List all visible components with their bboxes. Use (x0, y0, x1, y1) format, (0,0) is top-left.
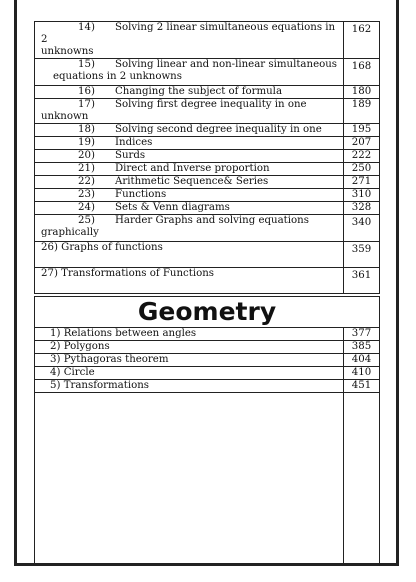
geometry-contents-table (34, 296, 380, 566)
table-row (35, 124, 380, 137)
page-number: 189 (344, 99, 380, 124)
topic-number: 16) (78, 86, 95, 97)
empty-cell (344, 393, 380, 566)
table-row (35, 137, 380, 150)
topic-number: 21) (78, 163, 95, 174)
topic-title: 4) Circle (35, 367, 344, 380)
topic-cell (35, 124, 344, 137)
topic-number: 23) (78, 189, 95, 200)
topic-title: Changing the subject of formula (115, 86, 283, 97)
algebra-contents-table (34, 21, 380, 294)
page-number: 404 (344, 354, 380, 367)
topic-title-continued: equations in 2 unknowns (53, 71, 182, 82)
topic-title: 27) Transformations of Functions (41, 268, 215, 279)
topic-cell (35, 150, 344, 163)
topic-cell (35, 202, 344, 215)
table-row (35, 215, 380, 242)
topic-title: Sets & Venn diagrams (115, 202, 230, 213)
page-number: 180 (344, 86, 380, 99)
topic-title: Direct and Inverse proportion (115, 163, 270, 174)
table-row (35, 59, 380, 86)
table-row (35, 268, 380, 294)
topic-title: Solving linear and non-linear simultaneous (115, 59, 338, 70)
page-number: 340 (344, 215, 380, 242)
table-row (35, 99, 380, 124)
page-number: 250 (344, 163, 380, 176)
page-number: 451 (344, 380, 380, 393)
topic-title: 5) Transformations (35, 380, 344, 393)
table-row (35, 163, 380, 176)
topic-cell (35, 242, 344, 268)
table-row (35, 393, 380, 566)
topic-cell (35, 59, 344, 86)
table-row (35, 176, 380, 189)
topic-title: Solving first degree inequality in one unknown (41, 99, 307, 122)
page-number: 310 (344, 189, 380, 202)
topic-cell (35, 268, 344, 294)
table-row (35, 242, 380, 268)
table-row (35, 328, 380, 341)
topic-title: Indices (115, 137, 153, 148)
topic-title: Solving second degree inequality in one (115, 124, 322, 135)
geometry-heading: Geometry (35, 297, 380, 328)
topic-title: 26) Graphs of functions (41, 242, 163, 253)
topic-title: 2) Polygons (35, 341, 344, 354)
table-row (35, 380, 380, 393)
page-number: 162 (344, 22, 380, 59)
topic-cell (35, 86, 344, 99)
topic-title: Arithmetic Sequence& Series (115, 176, 269, 187)
table-row (35, 341, 380, 354)
topic-title-continued: graphically (41, 227, 99, 238)
topic-title: 3) Pythagoras theorem (35, 354, 344, 367)
topic-number: 15) (78, 59, 95, 70)
topic-number: 19) (78, 137, 95, 148)
empty-cell (35, 393, 344, 566)
topic-title: 1) Relations between angles (35, 328, 344, 341)
topic-number: 24) (78, 202, 95, 213)
page-number: 377 (344, 328, 380, 341)
topic-title-continued: unknowns (41, 46, 94, 57)
topic-number: 25) (78, 215, 95, 226)
page-number: 222 (344, 150, 380, 163)
table-row (35, 202, 380, 215)
page-number: 385 (344, 341, 380, 354)
topic-number: 20) (78, 150, 95, 161)
page-number: 328 (344, 202, 380, 215)
page-number: 207 (344, 137, 380, 150)
table-row (35, 86, 380, 99)
page-number: 410 (344, 367, 380, 380)
page-number: 359 (344, 242, 380, 268)
topic-number: 17) (78, 99, 95, 110)
topic-title: Harder Graphs and solving equations (115, 215, 309, 226)
topic-number: 18) (78, 124, 95, 135)
page-number: 361 (344, 268, 380, 294)
topic-title: Surds (115, 150, 146, 161)
topic-cell (35, 163, 344, 176)
page-number: 271 (344, 176, 380, 189)
topic-cell (35, 176, 344, 189)
topic-cell (35, 215, 344, 242)
topic-cell (35, 99, 344, 124)
table-row (35, 354, 380, 367)
topic-cell (35, 189, 344, 202)
topic-cell (35, 137, 344, 150)
section-heading-row (35, 297, 380, 328)
table-row (35, 189, 380, 202)
topic-cell (35, 22, 344, 59)
table-row (35, 22, 380, 59)
page-number: 195 (344, 124, 380, 137)
topic-title: Functions (115, 189, 167, 200)
table-row (35, 150, 380, 163)
topic-title: Solving 2 linear simultaneous equations in 2 (41, 22, 336, 45)
topic-number: 14) (78, 22, 95, 33)
table-row (35, 367, 380, 380)
page-number: 168 (344, 59, 380, 86)
topic-number: 22) (78, 176, 95, 187)
